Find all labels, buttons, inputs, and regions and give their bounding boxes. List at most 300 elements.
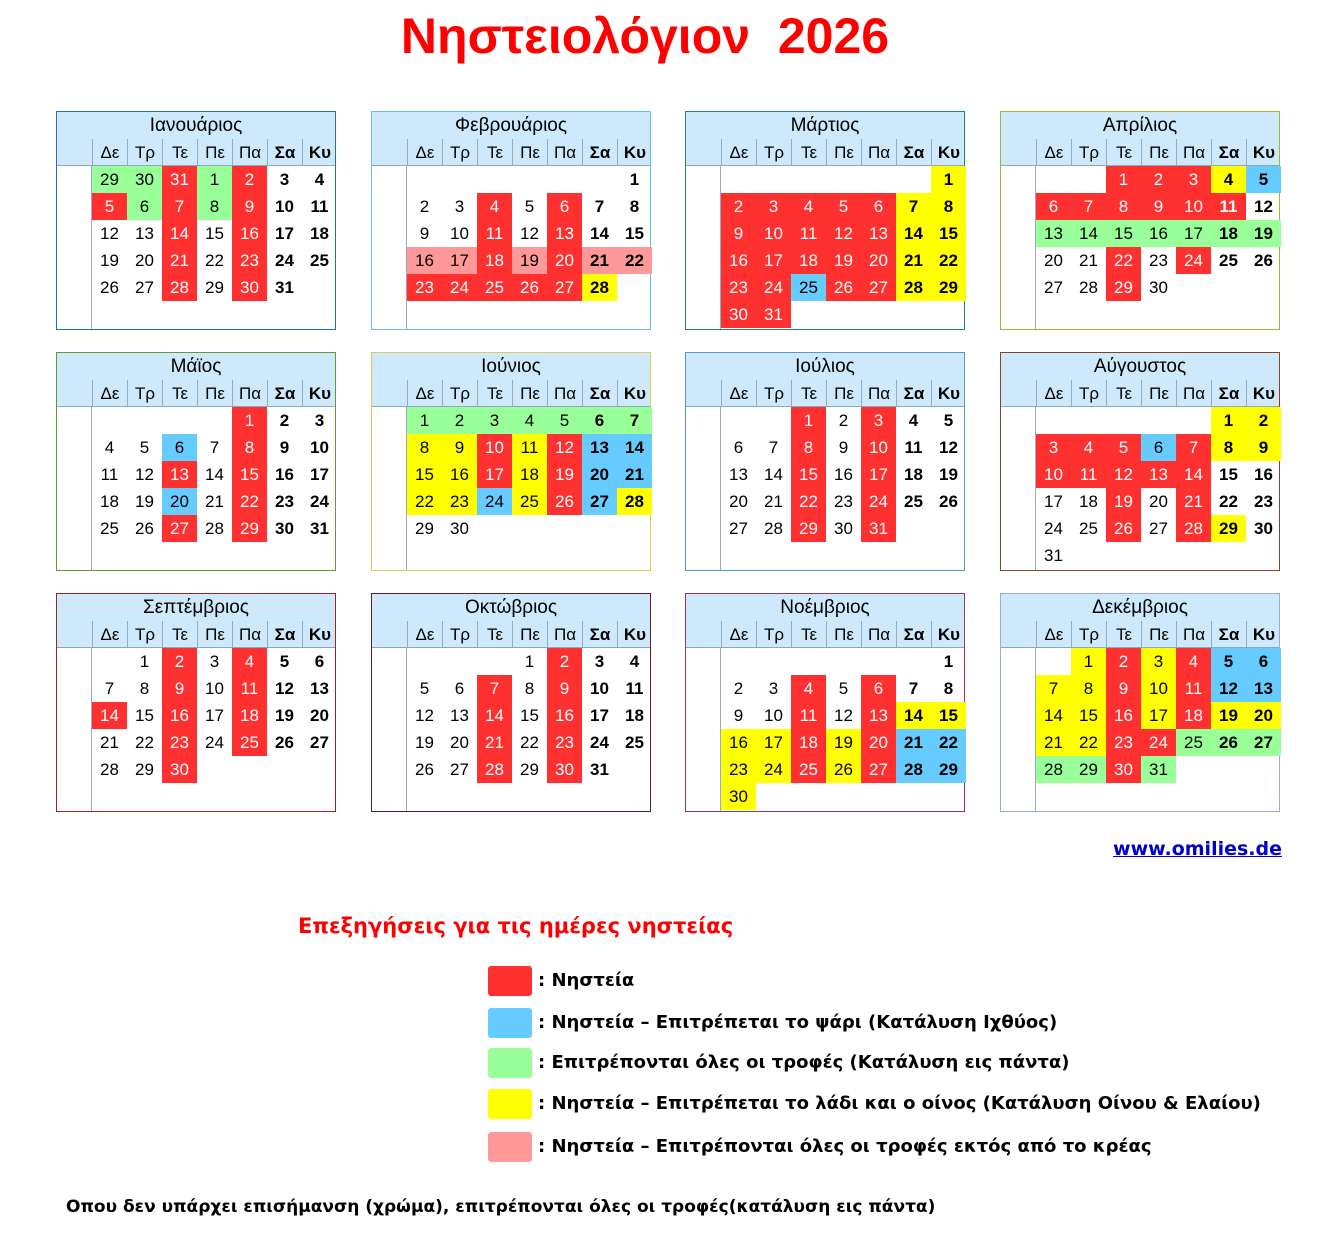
day-cell: 9 xyxy=(1106,675,1141,702)
day-cell: 18 xyxy=(1176,702,1211,729)
month-name: Δεκέμβριος xyxy=(1001,594,1279,622)
day-cell: 10 xyxy=(756,220,791,247)
day-cell: 10 xyxy=(310,438,329,457)
day-cell: 2 xyxy=(442,407,477,434)
month-8 xyxy=(1000,352,1280,571)
day-cell: 22 xyxy=(205,251,224,270)
day-cell: 4 xyxy=(791,675,826,702)
day-cell: 12 xyxy=(939,438,958,457)
day-cell: 29 xyxy=(931,756,966,783)
weekday-label: Τε xyxy=(791,380,826,406)
day-cell: 30 xyxy=(1254,519,1273,538)
day-cell: 28 xyxy=(477,756,512,783)
month-name: Απρίλιος xyxy=(1001,112,1279,140)
day-cell: 12 xyxy=(520,224,539,243)
day-cell: 5 xyxy=(943,411,954,430)
weekday-label: Τρ xyxy=(756,380,791,406)
day-cell: 26 xyxy=(1254,251,1273,270)
weekday-label: Τρ xyxy=(1071,621,1106,647)
day-cell: 6 xyxy=(1036,193,1071,220)
day-cell: 25 xyxy=(1079,519,1098,538)
day-cell: 9 xyxy=(1141,193,1176,220)
day-cell: 28 xyxy=(205,519,224,538)
day-cell: 29 xyxy=(135,760,154,779)
day-cell: 21 xyxy=(100,733,119,752)
day-cell: 29 xyxy=(1211,515,1246,542)
weekday-label: Σα xyxy=(896,380,931,406)
day-cell: 28 xyxy=(1176,515,1211,542)
day-cell: 27 xyxy=(1246,729,1281,756)
day-cell: 6 xyxy=(582,407,617,434)
weekday-label: Κυ xyxy=(931,621,966,647)
day-cell: 2 xyxy=(721,193,756,220)
day-cell: 7 xyxy=(209,438,220,457)
day-cell: 20 xyxy=(310,706,329,725)
weekday-label: Κυ xyxy=(1246,380,1281,406)
weekday-label: Πα xyxy=(232,621,267,647)
day-cell: 14 xyxy=(1036,702,1071,729)
month-6 xyxy=(371,352,651,571)
day-cell: 5 xyxy=(139,438,150,457)
day-cell: 4 xyxy=(314,170,325,189)
day-cell: 15 xyxy=(135,706,154,725)
day-cell: 17 xyxy=(1176,220,1211,247)
weekday-label: Δε xyxy=(92,380,127,406)
day-cell: 23 xyxy=(1254,492,1273,511)
day-cell: 15 xyxy=(232,461,267,488)
day-cell: 17 xyxy=(477,461,512,488)
day-cell: 9 xyxy=(547,675,582,702)
day-cell: 26 xyxy=(135,519,154,538)
day-cell: 13 xyxy=(1246,675,1281,702)
day-cell: 14 xyxy=(764,465,783,484)
day-cell: 30 xyxy=(547,756,582,783)
day-cell: 24 xyxy=(1176,247,1211,274)
day-cell: 1 xyxy=(1211,407,1246,434)
day-cell: 10 xyxy=(1141,675,1176,702)
day-cell: 31 xyxy=(275,278,294,297)
weekday-label: Πα xyxy=(1176,621,1211,647)
day-cell: 13 xyxy=(861,220,896,247)
day-cell: 18 xyxy=(1079,492,1098,511)
day-cell: 15 xyxy=(625,224,644,243)
day-cell: 26 xyxy=(826,756,861,783)
day-cell: 14 xyxy=(617,434,652,461)
weekday-label: Πα xyxy=(232,139,267,165)
legend-label: : Νηστεία – Επιτρέπεται το λάδι και ο οίνος (Κατάλυση Οίνου & Ελαίου) xyxy=(538,1093,1261,1114)
day-cell: 20 xyxy=(1044,251,1063,270)
day-cell: 16 xyxy=(442,461,477,488)
day-cell: 25 xyxy=(791,274,826,301)
legend-swatch-green xyxy=(488,1048,532,1078)
day-cell: 21 xyxy=(1176,488,1211,515)
day-cell: 15 xyxy=(1219,465,1238,484)
weekday-label: Τε xyxy=(1106,139,1141,165)
weekday-label: Τε xyxy=(477,139,512,165)
day-cell: 1 xyxy=(139,652,150,671)
day-cell: 30 xyxy=(450,519,469,538)
day-cell: 11 xyxy=(904,438,923,457)
day-cell: 20 xyxy=(547,247,582,274)
day-cell: 1 xyxy=(232,407,267,434)
day-cell: 26 xyxy=(275,733,294,752)
day-cell: 27 xyxy=(861,274,896,301)
weekday-label: Σα xyxy=(267,621,302,647)
day-cell: 15 xyxy=(205,224,224,243)
month-name: Αύγουστος xyxy=(1001,353,1279,381)
weekday-label: Πα xyxy=(861,380,896,406)
weekday-label: Τε xyxy=(1106,380,1141,406)
weekday-label: Σα xyxy=(896,139,931,165)
weekday-label: Τρ xyxy=(756,139,791,165)
day-cell: 3 xyxy=(1176,166,1211,193)
day-cell: 1 xyxy=(1106,166,1141,193)
day-cell: 15 xyxy=(1106,220,1141,247)
day-cell: 25 xyxy=(100,519,119,538)
day-cell: 2 xyxy=(733,679,744,698)
weekday-label: Πε xyxy=(826,621,861,647)
day-cell: 10 xyxy=(861,434,896,461)
day-cell: 16 xyxy=(1106,702,1141,729)
weekday-label: Τε xyxy=(162,621,197,647)
month-7 xyxy=(685,352,965,571)
day-cell: 4 xyxy=(104,438,115,457)
day-cell: 5 xyxy=(279,652,290,671)
weekday-label: Δε xyxy=(721,621,756,647)
day-cell: 24 xyxy=(1044,519,1063,538)
weekday-label: Σα xyxy=(1211,621,1246,647)
legend-label: : Επιτρέπονται όλες οι τροφές (Κατάλυση εις πάντα) xyxy=(538,1052,1070,1073)
day-cell: 11 xyxy=(1071,461,1106,488)
day-cell: 8 xyxy=(1106,193,1141,220)
month-2 xyxy=(371,111,651,330)
weekday-label: Δε xyxy=(1036,139,1071,165)
day-cell: 30 xyxy=(721,783,756,810)
day-cell: 27 xyxy=(1044,278,1063,297)
day-cell: 18 xyxy=(477,247,512,274)
weekday-label: Πα xyxy=(861,139,896,165)
day-cell: 13 xyxy=(547,220,582,247)
day-cell: 23 xyxy=(442,488,477,515)
weekday-label: Πε xyxy=(1141,139,1176,165)
day-cell: 8 xyxy=(232,434,267,461)
weekday-label: Δε xyxy=(407,621,442,647)
day-cell: 23 xyxy=(407,274,442,301)
weekday-label: Τρ xyxy=(442,380,477,406)
day-cell: 8 xyxy=(943,679,954,698)
day-cell: 16 xyxy=(275,465,294,484)
day-cell: 16 xyxy=(232,220,267,247)
weekday-label: Πα xyxy=(232,380,267,406)
day-cell: 3 xyxy=(594,652,605,671)
weekday-label: Κυ xyxy=(302,621,337,647)
weekday-label: Πε xyxy=(197,380,232,406)
day-cell: 2 xyxy=(1141,166,1176,193)
day-cell: 19 xyxy=(1106,488,1141,515)
day-cell: 20 xyxy=(1149,492,1168,511)
day-cell: 9 xyxy=(162,675,197,702)
day-cell: 22 xyxy=(232,488,267,515)
day-cell: 16 xyxy=(547,702,582,729)
day-cell: 17 xyxy=(756,729,791,756)
day-cell: 28 xyxy=(896,274,931,301)
day-cell: 7 xyxy=(104,679,115,698)
day-cell: 21 xyxy=(617,461,652,488)
day-cell: 27 xyxy=(1149,519,1168,538)
day-cell: 10 xyxy=(1176,193,1211,220)
day-cell: 23 xyxy=(232,247,267,274)
day-cell: 13 xyxy=(1036,220,1071,247)
day-cell: 19 xyxy=(826,729,861,756)
day-cell: 10 xyxy=(1036,461,1071,488)
month-name: Ιούνιος xyxy=(372,353,650,381)
day-cell: 1 xyxy=(197,166,232,193)
weekday-label: Τρ xyxy=(127,621,162,647)
weekday-label: Κυ xyxy=(1246,621,1281,647)
day-cell: 2 xyxy=(1106,648,1141,675)
day-cell: 29 xyxy=(1106,274,1141,301)
legend-label: : Νηστεία – Επιτρέπεται το ψάρι (Κατάλυση Ιχθύος) xyxy=(538,1012,1058,1033)
day-cell: 6 xyxy=(861,193,896,220)
day-cell: 18 xyxy=(791,729,826,756)
day-cell: 21 xyxy=(1079,251,1098,270)
day-cell: 1 xyxy=(524,652,535,671)
day-cell: 3 xyxy=(279,170,290,189)
day-cell: 4 xyxy=(791,193,826,220)
day-cell: 12 xyxy=(547,434,582,461)
weekday-label: Πε xyxy=(512,139,547,165)
day-cell: 25 xyxy=(310,251,329,270)
weekday-label: Τρ xyxy=(442,139,477,165)
day-cell: 21 xyxy=(1036,729,1071,756)
day-cell: 18 xyxy=(232,702,267,729)
weekday-label: Πε xyxy=(197,621,232,647)
day-cell: 29 xyxy=(92,166,127,193)
weekday-label: Τρ xyxy=(1071,139,1106,165)
day-cell: 11 xyxy=(310,197,329,216)
month-10 xyxy=(371,593,651,812)
day-cell: 29 xyxy=(791,515,826,542)
day-cell: 22 xyxy=(1106,247,1141,274)
day-cell: 12 xyxy=(1254,197,1273,216)
day-cell: 20 xyxy=(1246,702,1281,729)
day-cell: 20 xyxy=(162,488,197,515)
day-cell: 5 xyxy=(826,193,861,220)
day-cell: 31 xyxy=(310,519,329,538)
day-cell: 13 xyxy=(1141,461,1176,488)
day-cell: 8 xyxy=(524,679,535,698)
day-cell: 4 xyxy=(477,193,512,220)
day-cell: 29 xyxy=(1071,756,1106,783)
day-cell: 23 xyxy=(1106,729,1141,756)
day-cell: 4 xyxy=(908,411,919,430)
day-cell: 21 xyxy=(764,492,783,511)
day-cell: 25 xyxy=(1176,729,1211,756)
day-cell: 27 xyxy=(861,756,896,783)
weekday-label: Πα xyxy=(1176,380,1211,406)
day-cell: 10 xyxy=(764,706,783,725)
day-cell: 24 xyxy=(756,274,791,301)
day-cell: 1 xyxy=(943,652,954,671)
day-cell: 13 xyxy=(861,702,896,729)
page-title: Νηστειολόγιον 2026 xyxy=(400,8,890,64)
website-link[interactable]: www.omilies.de xyxy=(1113,838,1282,860)
day-cell: 21 xyxy=(582,247,617,274)
legend-swatch-pink xyxy=(488,1132,532,1162)
day-cell: 25 xyxy=(477,274,512,301)
month-3 xyxy=(685,111,965,330)
day-cell: 3 xyxy=(477,407,512,434)
day-cell: 13 xyxy=(729,465,748,484)
day-cell: 11 xyxy=(477,220,512,247)
day-cell: 19 xyxy=(1246,220,1281,247)
day-cell: 29 xyxy=(931,274,966,301)
day-cell: 5 xyxy=(1246,166,1281,193)
weekday-label: Πε xyxy=(512,621,547,647)
weekday-label: Κυ xyxy=(302,380,337,406)
day-cell: 30 xyxy=(1106,756,1141,783)
day-cell: 22 xyxy=(407,488,442,515)
month-name: Σεπτέμβριος xyxy=(57,594,335,622)
day-cell: 6 xyxy=(1141,434,1176,461)
day-cell: 2 xyxy=(838,411,849,430)
month-name: Ιανουάριος xyxy=(57,112,335,140)
day-cell: 10 xyxy=(590,679,609,698)
day-cell: 30 xyxy=(721,301,756,328)
day-cell: 4 xyxy=(232,648,267,675)
day-cell: 8 xyxy=(931,193,966,220)
day-cell: 11 xyxy=(100,465,119,484)
day-cell: 15 xyxy=(1071,702,1106,729)
day-cell: 20 xyxy=(729,492,748,511)
day-cell: 11 xyxy=(512,434,547,461)
day-cell: 20 xyxy=(861,247,896,274)
day-cell: 1 xyxy=(407,407,442,434)
weekday-label: Τρ xyxy=(756,621,791,647)
day-cell: 6 xyxy=(314,652,325,671)
day-cell: 19 xyxy=(826,247,861,274)
day-cell: 18 xyxy=(100,492,119,511)
month-name: Μάϊος xyxy=(57,353,335,381)
day-cell: 2 xyxy=(419,197,430,216)
day-cell: 21 xyxy=(205,492,224,511)
day-cell: 18 xyxy=(904,465,923,484)
day-cell: 27 xyxy=(135,278,154,297)
day-cell: 31 xyxy=(861,515,896,542)
day-cell: 7 xyxy=(896,193,931,220)
day-cell: 11 xyxy=(1176,675,1211,702)
day-cell: 4 xyxy=(1071,434,1106,461)
day-cell: 9 xyxy=(838,438,849,457)
day-cell: 27 xyxy=(310,733,329,752)
day-cell: 7 xyxy=(617,407,652,434)
weekday-label: Πε xyxy=(1141,621,1176,647)
day-cell: 6 xyxy=(454,679,465,698)
weekday-label: Σα xyxy=(1211,139,1246,165)
day-cell: 17 xyxy=(1141,702,1176,729)
month-4 xyxy=(1000,111,1280,330)
day-cell: 15 xyxy=(931,220,966,247)
day-cell: 22 xyxy=(791,488,826,515)
month-name: Μάρτιος xyxy=(686,112,964,140)
day-cell: 22 xyxy=(617,247,652,274)
day-cell: 7 xyxy=(768,438,779,457)
day-cell: 13 xyxy=(582,434,617,461)
day-cell: 12 xyxy=(1106,461,1141,488)
day-cell: 3 xyxy=(209,652,220,671)
weekday-label: Κυ xyxy=(931,380,966,406)
weekday-label: Κυ xyxy=(302,139,337,165)
day-cell: 5 xyxy=(1106,434,1141,461)
day-cell: 17 xyxy=(205,706,224,725)
day-cell: 13 xyxy=(310,679,329,698)
weekday-label: Σα xyxy=(582,621,617,647)
day-cell: 14 xyxy=(896,702,931,729)
day-cell: 12 xyxy=(135,465,154,484)
day-cell: 21 xyxy=(896,729,931,756)
weekday-label: Πα xyxy=(1176,139,1211,165)
legend-swatch-yellow xyxy=(488,1089,532,1119)
day-cell: 20 xyxy=(450,733,469,752)
day-cell: 25 xyxy=(512,488,547,515)
day-cell: 23 xyxy=(275,492,294,511)
day-cell: 6 xyxy=(547,193,582,220)
day-cell: 31 xyxy=(756,301,791,328)
day-cell: 20 xyxy=(135,251,154,270)
day-cell: 5 xyxy=(419,679,430,698)
weekday-row xyxy=(1001,139,1279,166)
weekday-label: Δε xyxy=(407,139,442,165)
month-12 xyxy=(1000,593,1280,812)
day-cell: 19 xyxy=(1211,702,1246,729)
day-cell: 28 xyxy=(617,488,652,515)
weekday-label: Τρ xyxy=(442,621,477,647)
day-cell: 6 xyxy=(1246,648,1281,675)
day-cell: 8 xyxy=(139,679,150,698)
day-cell: 28 xyxy=(1036,756,1071,783)
day-cell: 24 xyxy=(205,733,224,752)
day-cell: 5 xyxy=(838,679,849,698)
day-cell: 22 xyxy=(520,733,539,752)
day-cell: 26 xyxy=(415,760,434,779)
legend-swatch-blue xyxy=(488,1008,532,1038)
day-cell: 2 xyxy=(279,411,290,430)
weekday-label: Κυ xyxy=(617,139,652,165)
day-cell: 31 xyxy=(162,166,197,193)
day-cell: 16 xyxy=(407,247,442,274)
day-cell: 19 xyxy=(275,706,294,725)
day-cell: 13 xyxy=(135,224,154,243)
legend-label: : Νηστεία xyxy=(538,970,635,991)
day-cell: 22 xyxy=(931,247,966,274)
weekday-row xyxy=(686,621,964,648)
day-cell: 16 xyxy=(162,702,197,729)
day-cell: 12 xyxy=(1211,675,1246,702)
day-cell: 23 xyxy=(547,729,582,756)
day-cell: 15 xyxy=(791,461,826,488)
day-cell: 4 xyxy=(1211,166,1246,193)
weekday-label: Τε xyxy=(162,380,197,406)
day-cell: 14 xyxy=(162,220,197,247)
weekday-row xyxy=(1001,621,1279,648)
weekday-label: Δε xyxy=(1036,380,1071,406)
weekday-row xyxy=(57,139,335,166)
day-cell: 23 xyxy=(162,729,197,756)
day-cell: 7 xyxy=(162,193,197,220)
day-cell: 12 xyxy=(826,220,861,247)
weekday-label: Κυ xyxy=(617,621,652,647)
legend-label: : Νηστεία – Επιτρέπονται όλες οι τροφές εκτός από το κρέας xyxy=(538,1136,1152,1157)
